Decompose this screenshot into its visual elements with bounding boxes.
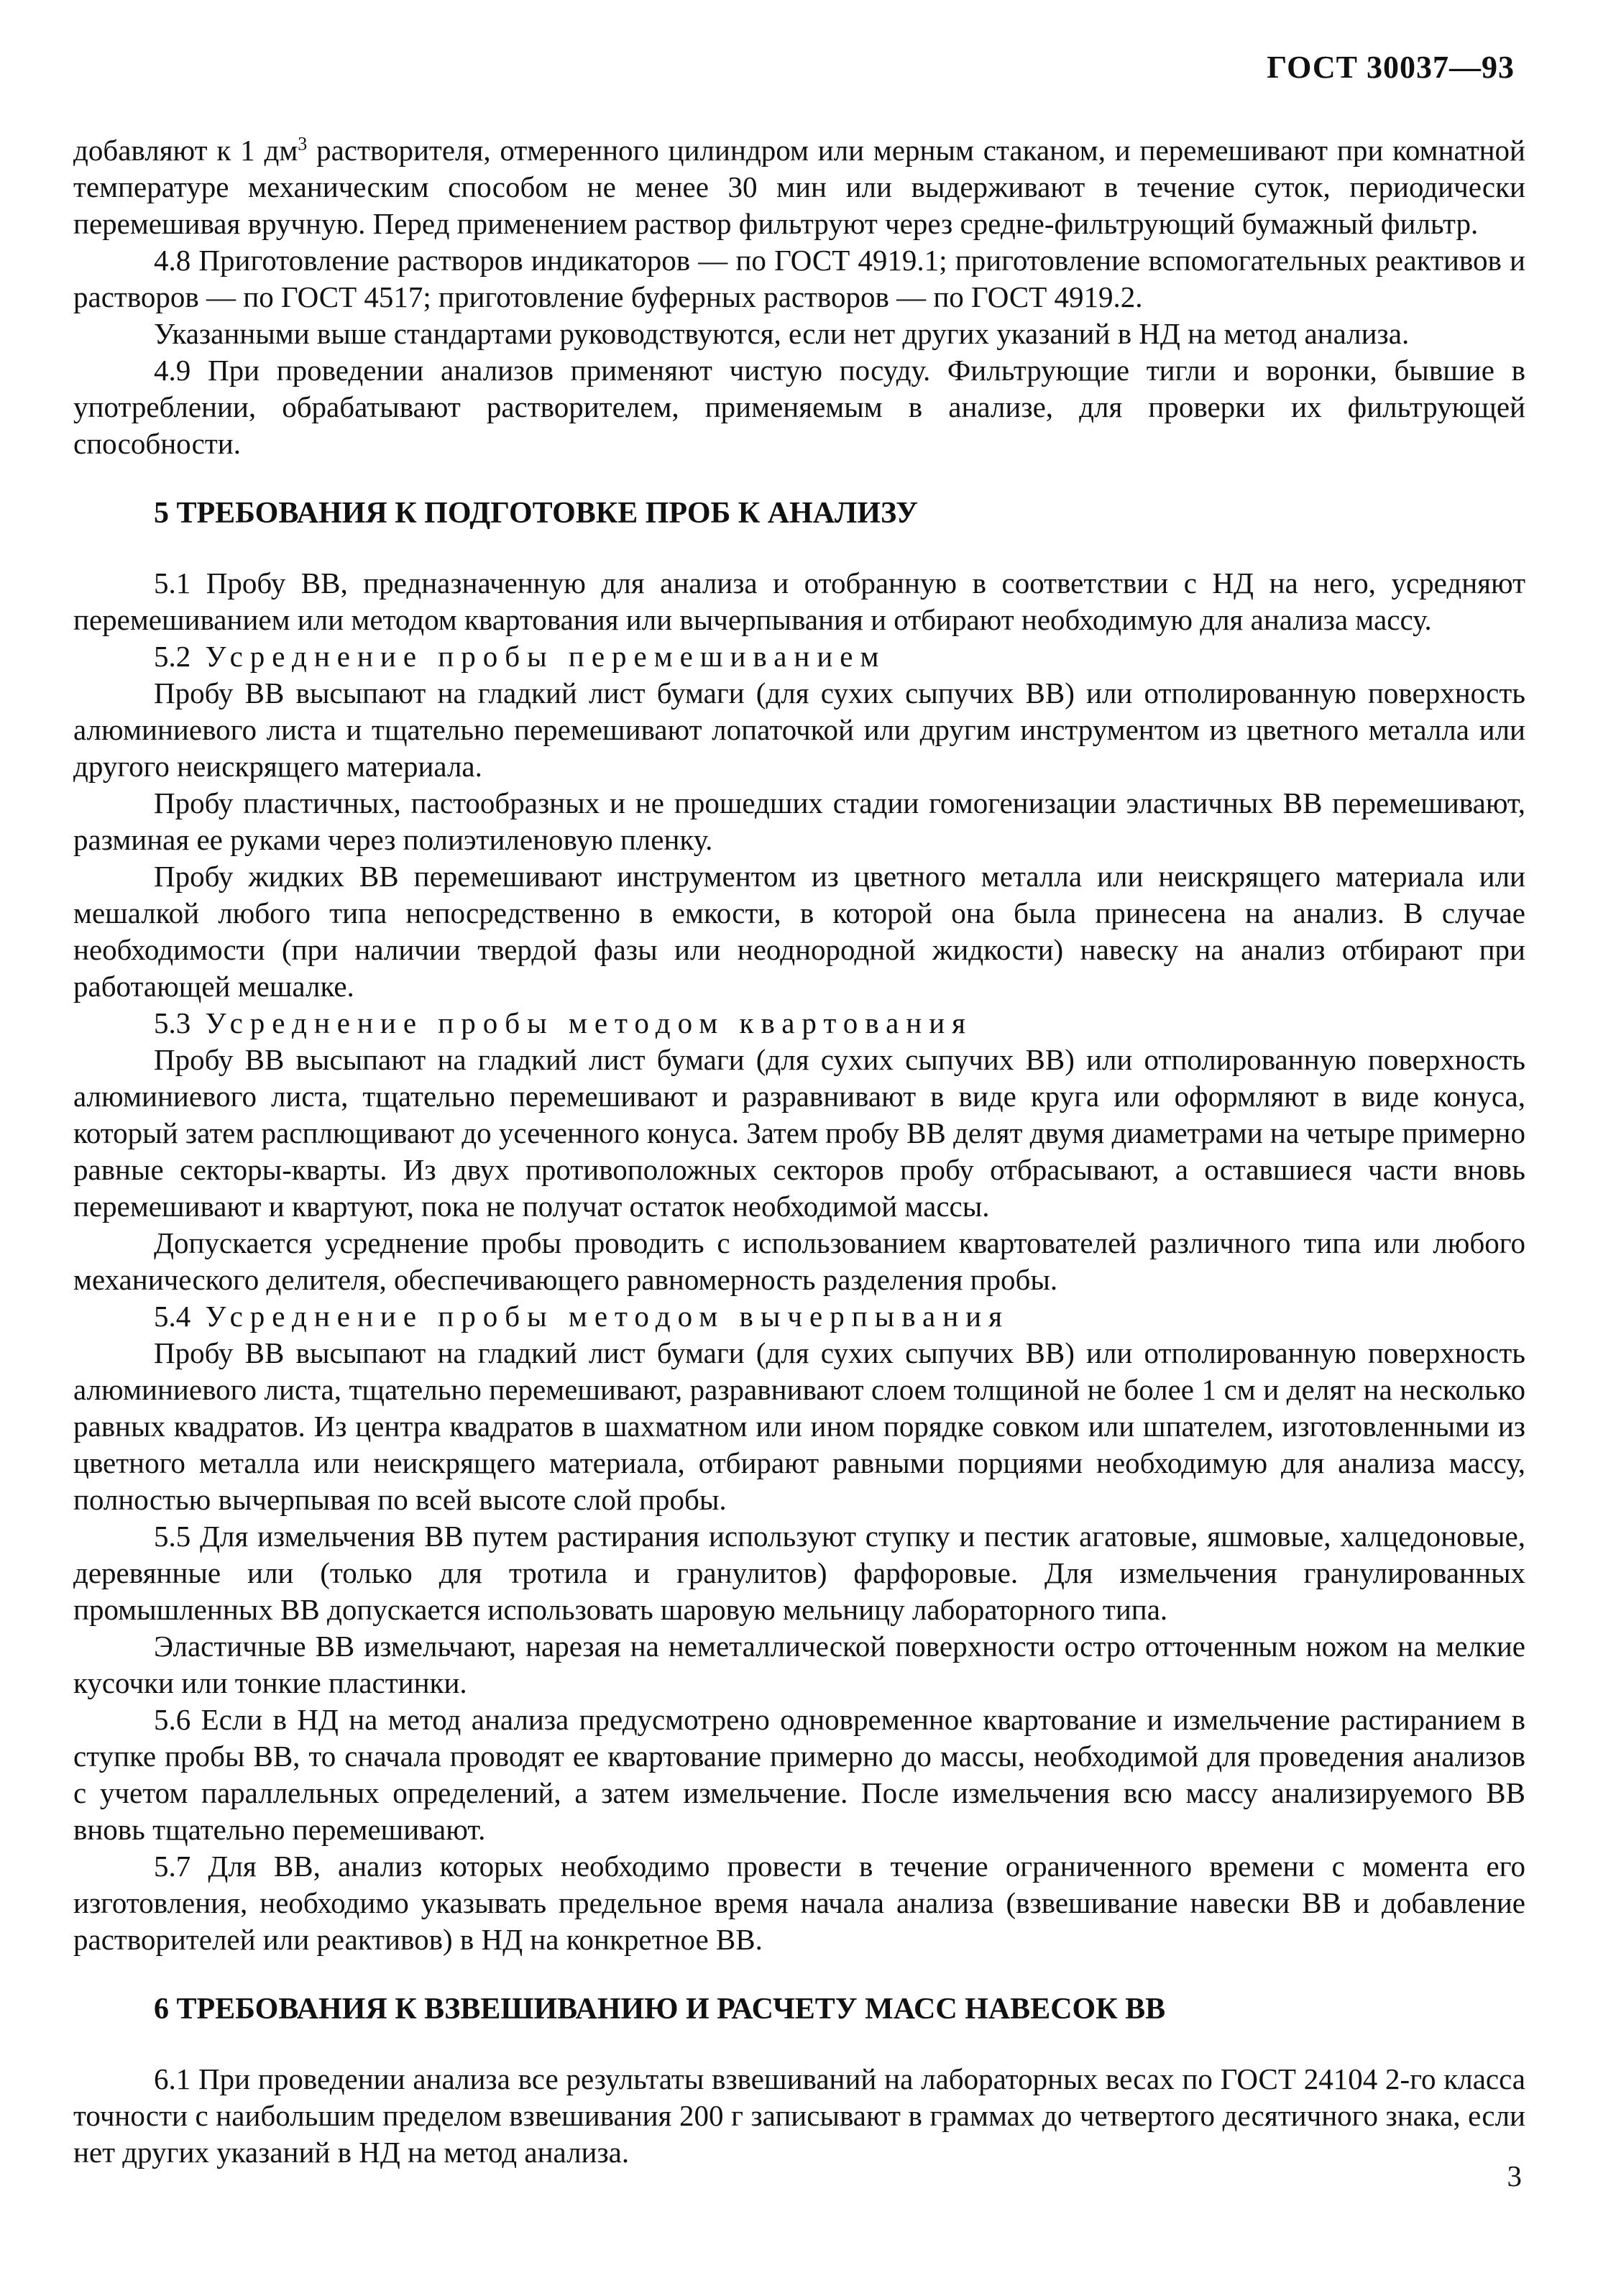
paragraph-5-5-b: Эластичные ВВ измельчают, нарезая на неметаллической поверхности остро отточенным ножом на мелкие кусочки или тонкие пластинки. <box>73 1630 1525 1699</box>
superscript: 3 <box>298 133 308 155</box>
paragraph-4-7-continuation <box>73 132 1525 242</box>
paragraph-4-8: 4.8 Приготовление растворов индикаторов — по ГОСТ 4919.1; приготовление вспомогательных реактивов и растворов — по ГОСТ 4517; приготовление буферных растворов — по ГОСТ 4919.2. <box>73 244 1525 313</box>
subheading-text: Усреднение пробы методом вычерпывания <box>205 1300 1009 1333</box>
paragraph-5-3-b: Допускается усреднение пробы проводить с использованием квартователей различного типа или любого механического делителя, обеспечивающего равномерность разделения пробы. <box>73 1226 1525 1296</box>
text-fragment: растворителя, отмеренного цилиндром или мерным стаканом, и перемешивают при комнатной температуре механическим способом не менее 30 мин или выдерживают в течение суток, периодически перемешивая вручную. Перед применением раствор фильтруют через средне-фильтрующий бумажный фильтр. <box>73 134 1525 240</box>
paragraph-5-1: 5.1 Пробу ВВ, предназначенную для анализа и отобранную в соответствии с НД на него, усредняют перемешиванием или методом квартования или вычерпывания и отбирают необходимую для анализа массу. <box>73 566 1525 636</box>
subheading-number: 5.3 <box>154 1006 191 1039</box>
subheading-number: 5.4 <box>154 1300 191 1333</box>
paragraph-5-5-a: 5.5 Для измельчения ВВ путем растирания используют ступку и пестик агатовые, яшмовые, халцедоновые, деревянные или (только для тротила и гранулитов) фарфоровые. Для измельчения гранулированных промышленных ВВ допускается использовать шаровую мельницу лабораторного типа. <box>73 1520 1525 1626</box>
subheading-5-3 <box>73 1005 1525 1042</box>
paragraph-5-2-b: Пробу пластичных, пастообразных и не прошедших стадии гомогенизации эластичных ВВ перемешивают, разминая ее руками через полиэтиленовую пленку. <box>73 786 1525 856</box>
paragraph-6-1: 6.1 При проведении анализа все результаты взвешиваний на лабораторных весах по ГОСТ 24104 2-го класса точности с наибольшим пределом взвешивания 200 г записывают в граммах до четвертого десятичного знака, если нет других указаний в НД на метод анализа. <box>73 2062 1525 2169</box>
section-5-heading: 5 ТРЕБОВАНИЯ К ПОДГОТОВКЕ ПРОБ К АНАЛИЗУ <box>154 497 918 530</box>
section-6-heading: 6 ТРЕБОВАНИЯ К ВЗВЕШИВАНИЮ И РАСЧЕТУ МАСС НАВЕСОК ВВ <box>154 1993 1166 2026</box>
paragraph-5-6: 5.6 Если в НД на метод анализа предусмотрено одновременное квартование и измельчение растиранием в ступке пробы ВВ, то сначала проводят ее квартование примерно до массы, необходимой для проведения анализов с учетом параллельных определений, а затем измельчение. После измельчения всю массу анализируемого ВВ вновь тщательно перемешивают. <box>73 1703 1525 1846</box>
text-fragment: добавляют к 1 дм <box>73 134 298 167</box>
paragraph-4-9: 4.9 При проведении анализов применяют чистую посуду. Фильтрующие тигли и воронки, бывшие в употреблении, обрабатывают растворителем, применяемым в анализе, для проверки их фильтрующей способности. <box>73 354 1525 460</box>
paragraph-5-4: Пробу ВВ высыпают на гладкий лист бумаги (для сухих сыпучих ВВ) или отполированную поверхность алюминиевого листа, тщательно перемешивают, разравнивают слоем толщиной не более 1 см и делят на несколько равных квадратов. Из центра квадратов в шахматном или ином порядке совком или шпателем, изготовленными из цветного металла или неискрящего материала, отбирают равными порциями необходимую для анализа массу, полностью вычерпывая по всей высоте слой пробы. <box>73 1336 1525 1516</box>
subheading-text: Усреднение пробы методом квартования <box>205 1006 973 1039</box>
page-content <box>73 132 1525 2171</box>
paragraph-4-8-note: Указанными выше стандартами руководствуются, если нет других указаний в НД на метод анализа. <box>154 317 1410 350</box>
gost-header: ГОСТ 30037—93 <box>1267 50 1515 85</box>
paragraph-5-7: 5.7 Для ВВ, анализ которых необходимо провести в течение ограниченного времени с момента его изготовления, необходимо указывать предельное время начала анализа (взвешивание навески ВВ и добавление растворителей или реактивов) в НД на конкретное ВВ. <box>73 1850 1525 1956</box>
paragraph-5-2-a: Пробу ВВ высыпают на гладкий лист бумаги (для сухих сыпучих ВВ) или отполированную поверхность алюминиевого листа и тщательно перемешивают лопаточкой или другим инструментом из цветного металла или другого неискрящего материала. <box>73 676 1525 783</box>
page-number: 3 <box>1507 2159 1522 2192</box>
subheading-number: 5.2 <box>154 640 191 673</box>
subheading-5-4 <box>73 1298 1525 1335</box>
subheading-text: Усреднение пробы перемешиванием <box>205 640 886 673</box>
paragraph-5-2-c: Пробу жидких ВВ перемешивают инструментом из цветного металла или неискрящего материала или мешалкой любого типа непосредственно в емкости, в которой она была принесена на анализ. В случае необходимости (при наличии твердой фазы или неоднородной жидкости) навеску на анализ отбирают при работающей мешалке. <box>73 860 1525 1003</box>
paragraph-5-3-a: Пробу ВВ высыпают на гладкий лист бумаги (для сухих сыпучих ВВ) или отполированную поверхность алюминиевого листа, тщательно перемешивают и разравнивают в виде круга или оформляют в виде конуса, который затем расплющивают до усеченного конуса. Затем пробу ВВ делят двумя диаметрами на четыре примерно равные секторы-кварты. Из двух противоположных секторов пробу отбрасывают, а оставшиеся части вновь перемешивают и квартуют, пока не получат остаток необходимой массы. <box>73 1043 1525 1223</box>
subheading-5-2 <box>73 638 1525 675</box>
